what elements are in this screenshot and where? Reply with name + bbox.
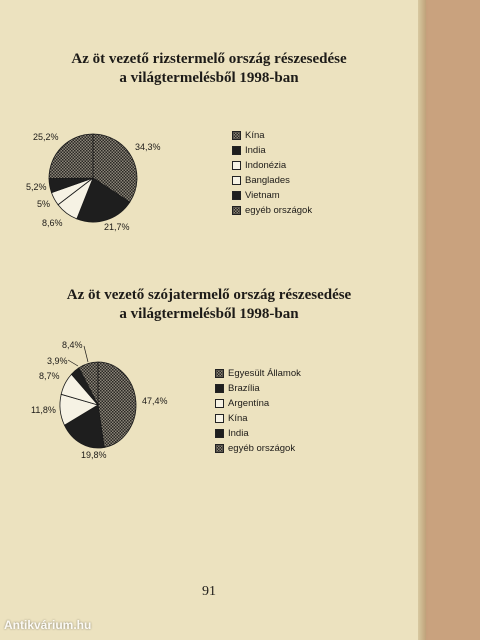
chart2-legend-swatch <box>215 369 224 378</box>
watermark: Antikvárium.hu <box>4 618 92 632</box>
chart1-label-5: 25,2% <box>33 132 59 142</box>
chart1-label-3: 5% <box>37 199 51 209</box>
chart2-legend-swatch <box>215 429 224 438</box>
chart2-label-5: 8,4% <box>62 340 83 350</box>
chart2-label-4: 3,9% <box>47 356 68 366</box>
chart2-legend <box>215 366 301 456</box>
chart1-legend-label: egyéb országok <box>245 205 313 216</box>
chart2-legend-item <box>215 396 301 411</box>
chart2-label-3: 8,7% <box>39 371 60 381</box>
chart1-legend-label: India <box>245 145 266 156</box>
chart2-legend-item <box>215 426 301 441</box>
chart1-legend-label: Indonézia <box>245 160 287 171</box>
chart1-label-2: 8,6% <box>42 218 63 228</box>
chart2-legend-label: India <box>228 428 249 439</box>
chart2-label-1: 19,8% <box>81 450 107 460</box>
chart2-legend-item <box>215 381 301 396</box>
chart2-legend-label: Argentína <box>228 398 270 409</box>
chart2-legend-swatch <box>215 384 224 393</box>
chart2-legend-label: Kína <box>228 413 248 424</box>
chart2-legend-item <box>215 366 301 381</box>
chart2-label-0: 47,4% <box>142 396 168 406</box>
chart2-legend-item <box>215 411 301 426</box>
chart2-title-line1: Az öt vezető szójatermelő ország részesedése <box>66 287 352 303</box>
chart1-legend-label: Banglades <box>245 175 290 186</box>
chart1-title-line1: Az öt vezető rizstermelő ország részesedése <box>71 51 347 67</box>
chart1-legend-label: Vietnam <box>245 190 280 201</box>
chart2-legend-swatch <box>215 444 224 453</box>
chart2-title-line2: a világtermelésből 1998-ban <box>119 306 299 322</box>
chart1-label-1: 21,7% <box>104 222 130 232</box>
chart2-legend-item <box>215 441 301 456</box>
chart1-title-line2: a világtermelésből 1998-ban <box>119 70 299 86</box>
chart2-legend-swatch <box>215 414 224 423</box>
chart1-label-0: 34,3% <box>135 142 161 152</box>
chart2-legend-label: Brazília <box>228 383 260 394</box>
chart2-legend-label: egyéb országok <box>228 443 296 454</box>
chart2-label-2: 11,8% <box>31 405 56 415</box>
chart1-legend-label: Kína <box>245 130 265 141</box>
chart1-label-4: 5,2% <box>26 182 47 192</box>
page-number: 91 <box>202 584 216 599</box>
chart2-legend-label: Egyesült Államok <box>228 368 301 379</box>
chart2-legend-swatch <box>215 399 224 408</box>
